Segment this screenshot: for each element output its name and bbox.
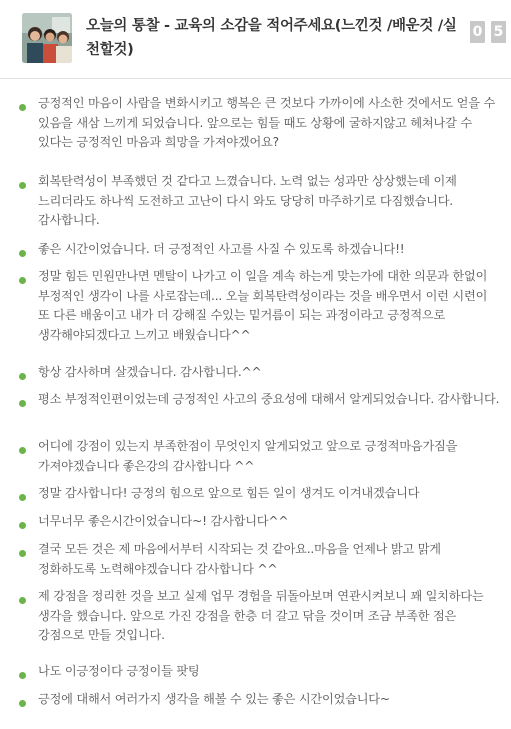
bullet-dot-icon bbox=[19, 700, 26, 707]
comment-text: 너무너무 좋은시간이었습니다~! 감사합니다^^ bbox=[38, 514, 289, 528]
bullet-dot-icon bbox=[19, 277, 26, 284]
comment-text: 제 강점을 정리한 것을 보고 실제 업무 경험을 뒤돌아보며 연관시켜보니 꽤 일치하다는 생각을 했습니다. 앞으로 가진 강점을 한층 더 갈고 닦을 것이며 조금 부족한 점은 강점으로 만들 것입니다. bbox=[38, 589, 484, 642]
comment-text: 긍정에 대해서 여러가지 생각을 해볼 수 있는 좋은 시간이었습니다~ bbox=[38, 692, 390, 706]
comment-text: 결국 모든 것은 제 마음에서부터 시작되는 것 같아요..마음을 언제나 밝고 맑게 정화하도록 노력해야겠습니다 감사합니다 ^^ bbox=[38, 542, 441, 576]
bullet-dot-icon bbox=[19, 522, 26, 529]
comment-count-digit-2: 5 bbox=[491, 21, 506, 43]
comment-text: 나도 이긍정이다 긍정이들 팟팅 bbox=[38, 664, 200, 678]
bullet-dot-icon bbox=[19, 182, 26, 189]
comment-text: 회복탄력성이 부족했던 것 같다고 느꼈습니다. 노력 없는 성과만 상상했는데 이제 느리더라도 하나씩 도전하고 고난이 다시 와도 당당히 마주하기로 다짐했습니다. 감사합니다. bbox=[38, 174, 457, 227]
comment-text: 좋은 시간이었습니다. 더 긍정적인 사고를 사질 수 있도록 하겠습니다!! bbox=[38, 242, 405, 256]
bullet-dot-icon bbox=[19, 373, 26, 380]
comment-text: 정말 감사합니다! 긍정의 힘으로 앞으로 힘든 일이 생겨도 이겨내겠습니다 bbox=[38, 486, 420, 500]
bullet-dot-icon bbox=[19, 447, 26, 454]
bullet-dot-icon bbox=[19, 550, 26, 557]
comment-text: 정말 힘든 민원만나면 멘탈이 나가고 이 일을 계속 하는게 맞는가에 대한 의문과 한없이 부정적인 생각이 나를 사로잡는데... 오늘 회복탄력성이라는 것을 배우면서 이런 시련이 또 다른 배움이고 내가 더 강해질 수있는 밑거름이 되는 과정이라고 긍정적으로 생각해야되겠다고 느끼고 배웠습니다^^ bbox=[38, 269, 488, 342]
bullet-dot-icon bbox=[19, 250, 26, 257]
comment-text: 어디에 강점이 있는지 부족한점이 무엇인지 알게되었고 앞으로 긍정적마음가짐을 가져야겠습니다 좋은강의 감사합니다 ^^ bbox=[38, 439, 458, 473]
comment-text: 긍정적인 마음이 사람을 변화시키고 행복은 큰 것보다 가까이에 사소한 것에서도 얻을 수 있음을 새삼 느끼게 되었습니다. 앞으로는 힘들 때도 상황에 굴하지않고 헤쳐나갈 수 있다는 긍정적인 마음과 희망을 가져야겠어요? bbox=[38, 96, 496, 149]
post-thumbnail-image[interactable] bbox=[22, 13, 72, 63]
comment-text: 항상 감사하며 살겠습니다. 감사합니다.^^ bbox=[38, 365, 262, 379]
group-photo-icon bbox=[22, 13, 72, 63]
bullet-dot-icon bbox=[19, 494, 26, 501]
comment-count-digit-1: 0 bbox=[470, 21, 485, 43]
bullet-dot-icon bbox=[19, 672, 26, 679]
post-header bbox=[0, 0, 511, 79]
bullet-dot-icon bbox=[19, 597, 26, 604]
bullet-dot-icon bbox=[19, 400, 26, 407]
comment-text: 평소 부정적인편이었는데 긍정적인 사고의 중요성에 대해서 알게되었습니다. 감사합니다. bbox=[38, 392, 500, 406]
bullet-dot-icon bbox=[19, 104, 26, 111]
post-title: 오늘의 통찰 - 교육의 소감을 적어주세요(느낀것 /배운것 /실천할것) bbox=[86, 18, 457, 58]
